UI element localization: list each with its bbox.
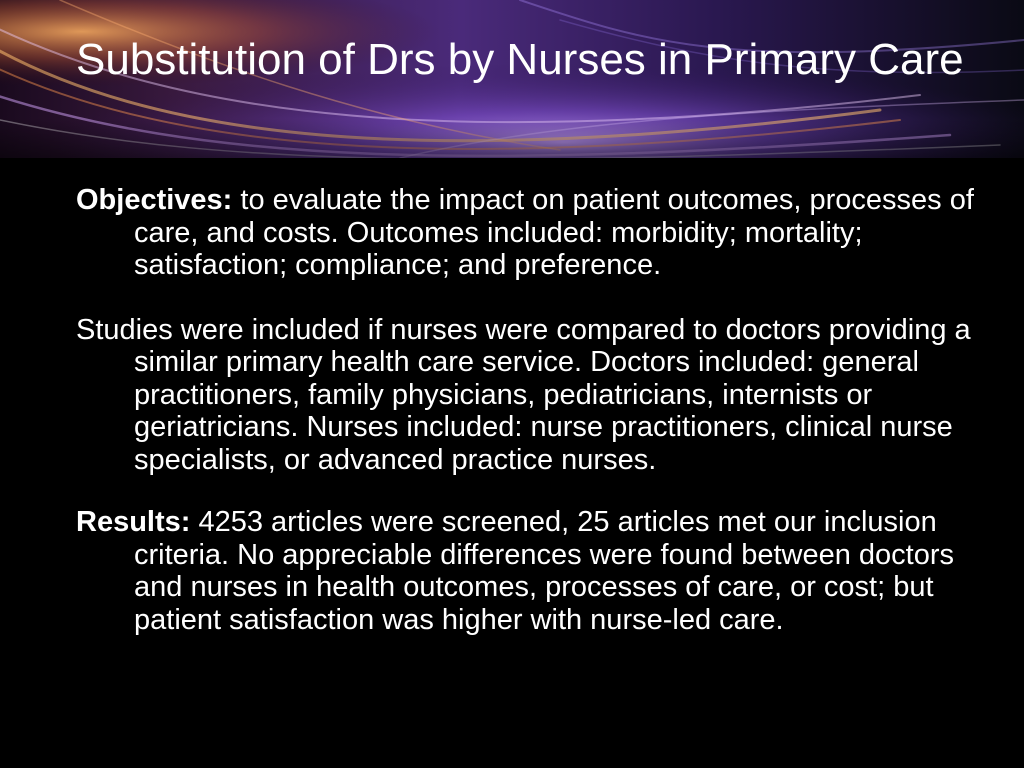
studies-paragraph [76, 314, 991, 477]
results-label: Results: [76, 506, 191, 538]
objectives-paragraph [76, 184, 991, 282]
objectives-text: to evaluate the impact on patient outcomes, processes of care, and costs. Outcomes included: morbidity; mortality; satisfaction; compliance; and preference. [134, 184, 974, 281]
results-paragraph [76, 506, 991, 636]
results-text: 4253 articles were screened, 25 articles met our inclusion criteria. No appreciable differences were found between doctors and nurses in health outcomes, processes of care, or cost; but patient satisfaction was higher with nurse-led care. [134, 506, 954, 636]
studies-text: Studies were included if nurses were compared to doctors providing a similar primary health care service. Doctors included: general practitioners, family physicians, pediatricians, internists or geriatricians. Nurses included: nurse practitioners, clinical nurse specialists, or advanced practice nurses. [76, 313, 971, 476]
slide-body [76, 184, 991, 636]
objectives-label: Objectives: [76, 184, 233, 216]
slide-title: Substitution of Drs by Nurses in Primary Care [76, 35, 964, 84]
